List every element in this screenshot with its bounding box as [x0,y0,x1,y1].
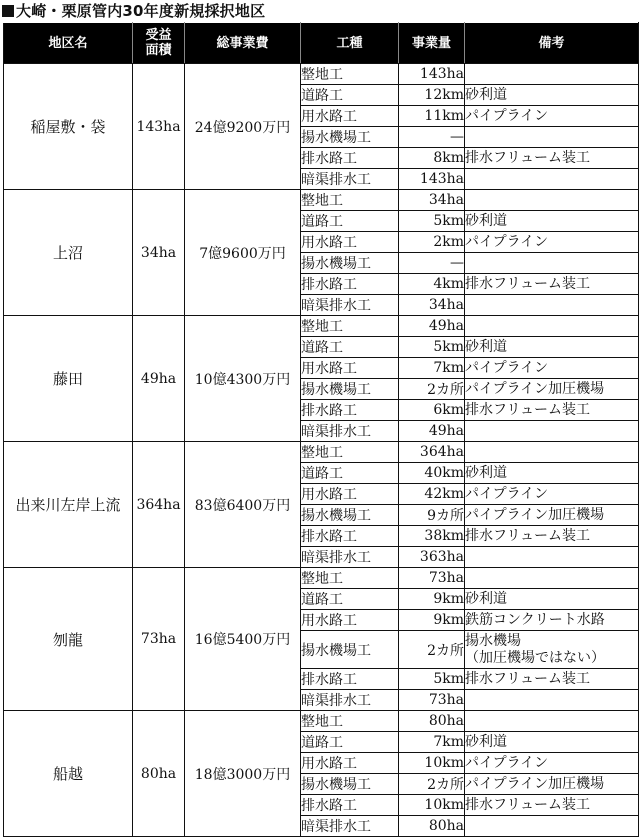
work-type-cell: 用水路工 [301,753,399,774]
quantity-cell: 2カ所 [399,379,465,400]
quantity-cell: 73ha [399,568,465,589]
quantity-cell: 34ha [399,295,465,316]
district-name: 稲屋敷・袋 [4,64,133,190]
work-type-cell: 道路工 [301,85,399,106]
quantity-cell: 2km [399,232,465,253]
work-type-cell: 道路工 [301,463,399,484]
remarks-cell: パイプライン [465,753,639,774]
quantity-cell: 4km [399,274,465,295]
remarks-cell: 排水フリューム装工 [465,274,639,295]
quantity-cell: 73ha [399,690,465,711]
header-row [4,23,639,64]
remarks-cell [465,253,639,274]
work-type-cell: 道路工 [301,211,399,232]
district-area: 364ha [133,442,185,568]
remarks-cell: パイプライン加圧機場 [465,774,639,795]
remarks-cell: パイプライン [465,232,639,253]
work-type-cell: 排水路工 [301,669,399,690]
remarks-cell [465,690,639,711]
quantity-cell: 34ha [399,190,465,211]
quantity-cell: 143ha [399,169,465,190]
table-title-text: 大崎・栗原管内30年度新規採択地区 [16,2,266,20]
table-title [2,0,265,22]
quantity-cell: 11km [399,106,465,127]
quantity-cell: 9km [399,589,465,610]
work-type-cell: 道路工 [301,589,399,610]
table-row [4,711,639,732]
remarks-cell [465,816,639,837]
quantity-cell: — [399,253,465,274]
table-row [4,442,639,463]
work-type-cell: 暗渠排水工 [301,169,399,190]
remarks-cell [465,64,639,85]
remarks-cell: パイプライン [465,484,639,505]
remarks-cell: パイプライン加圧機場 [465,379,639,400]
work-type-cell: 暗渠排水工 [301,421,399,442]
district-name: 藤田 [4,316,133,442]
district-total-cost: 18億3000万円 [185,711,301,837]
work-type-cell: 整地工 [301,442,399,463]
work-type-cell: 暗渠排水工 [301,690,399,711]
work-type-cell: 整地工 [301,711,399,732]
quantity-cell: 7km [399,732,465,753]
work-type-cell: 揚水機場工 [301,774,399,795]
remarks-cell [465,711,639,732]
quantity-cell: 40km [399,463,465,484]
remarks-cell [465,316,639,337]
table-row [4,568,639,589]
table-row [4,190,639,211]
work-type-cell: 揚水機場工 [301,127,399,148]
district-name: 出来川左岸上流 [4,442,133,568]
work-type-cell: 整地工 [301,64,399,85]
project-table [3,22,639,837]
quantity-cell: 5km [399,669,465,690]
quantity-cell: 9カ所 [399,505,465,526]
work-type-cell: 用水路工 [301,358,399,379]
work-type-cell: 用水路工 [301,232,399,253]
table-row [4,64,639,85]
work-type-cell: 道路工 [301,732,399,753]
work-type-cell: 整地工 [301,316,399,337]
header-quantity: 事業量 [399,23,465,64]
remarks-cell: 排水フリューム装工 [465,669,639,690]
work-type-cell: 排水路工 [301,400,399,421]
work-type-cell: 揚水機場工 [301,505,399,526]
header-total-cost: 総事業費 [185,23,301,64]
district-name: 船越 [4,711,133,837]
remarks-cell: 砂利道 [465,85,639,106]
district-area: 34ha [133,190,185,316]
district-total-cost: 10億4300万円 [185,316,301,442]
quantity-cell: 5km [399,211,465,232]
remarks-line2: （加圧機場ではない） [465,649,605,666]
remarks-cell [465,631,639,669]
work-type-cell: 暗渠排水工 [301,295,399,316]
remarks-cell: 砂利道 [465,732,639,753]
quantity-cell: 8km [399,148,465,169]
quantity-cell: 6km [399,400,465,421]
work-type-cell: 排水路工 [301,795,399,816]
district-total-cost: 7億9600万円 [185,190,301,316]
table-body [4,64,639,837]
remarks-cell [465,421,639,442]
quantity-cell: 2カ所 [399,774,465,795]
work-type-cell: 揚水機場工 [301,631,399,669]
remarks-cell: 砂利道 [465,337,639,358]
remarks-cell: 排水フリューム装工 [465,795,639,816]
remarks-cell: 砂利道 [465,211,639,232]
work-type-cell: 揚水機場工 [301,379,399,400]
remarks-cell: パイプライン [465,358,639,379]
district-area: 143ha [133,64,185,190]
quantity-cell: 38km [399,526,465,547]
quantity-cell: 10km [399,753,465,774]
quantity-cell: 12km [399,85,465,106]
remarks-cell [465,547,639,568]
quantity-cell: 80ha [399,816,465,837]
work-type-cell: 用水路工 [301,106,399,127]
header-district: 地区名 [4,23,133,64]
district-area: 49ha [133,316,185,442]
work-type-cell: 道路工 [301,337,399,358]
work-type-cell: 用水路工 [301,484,399,505]
remarks-cell [465,190,639,211]
quantity-cell: 42km [399,484,465,505]
quantity-cell: 80ha [399,711,465,732]
work-type-cell: 整地工 [301,190,399,211]
remarks-cell: 砂利道 [465,589,639,610]
header-work-type: 工種 [301,23,399,64]
work-type-cell: 揚水機場工 [301,253,399,274]
table-row [4,316,639,337]
district-total-cost: 16億5400万円 [185,568,301,711]
square-bullet-icon [2,5,14,17]
quantity-cell: 143ha [399,64,465,85]
quantity-cell: 10km [399,795,465,816]
quantity-cell: 5km [399,337,465,358]
work-type-cell: 排水路工 [301,148,399,169]
quantity-cell: 7km [399,358,465,379]
remarks-cell [465,295,639,316]
remarks-cell: パイプライン加圧機場 [465,505,639,526]
remarks-cell [465,127,639,148]
header-area [133,23,185,64]
remarks-cell: 排水フリューム装工 [465,148,639,169]
quantity-cell: — [399,127,465,148]
district-total-cost: 24億9200万円 [185,64,301,190]
header-area-line2: 面積 [145,43,172,58]
header-remarks: 備考 [465,23,639,64]
quantity-cell: 364ha [399,442,465,463]
work-type-cell: 排水路工 [301,526,399,547]
remarks-cell [465,568,639,589]
work-type-cell: 暗渠排水工 [301,816,399,837]
remarks-cell [465,169,639,190]
quantity-cell: 49ha [399,421,465,442]
district-name: 上沼 [4,190,133,316]
quantity-cell: 2カ所 [399,631,465,669]
work-type-cell: 排水路工 [301,274,399,295]
district-total-cost: 83億6400万円 [185,442,301,568]
remarks-cell: 排水フリューム装工 [465,400,639,421]
district-area: 73ha [133,568,185,711]
district-name: 刎龍 [4,568,133,711]
work-type-cell: 整地工 [301,568,399,589]
header-area-line1: 受益 [145,28,172,43]
remarks-cell: パイプライン [465,106,639,127]
remarks-cell [465,442,639,463]
remarks-cell: 砂利道 [465,463,639,484]
work-type-cell: 用水路工 [301,610,399,631]
remarks-line1: 揚水機場 [465,632,521,649]
work-type-cell: 暗渠排水工 [301,547,399,568]
quantity-cell: 49ha [399,316,465,337]
district-area: 80ha [133,711,185,837]
quantity-cell: 363ha [399,547,465,568]
remarks-cell: 鉄筋コンクリート水路 [465,610,639,631]
remarks-cell: 排水フリューム装工 [465,526,639,547]
quantity-cell: 9km [399,610,465,631]
